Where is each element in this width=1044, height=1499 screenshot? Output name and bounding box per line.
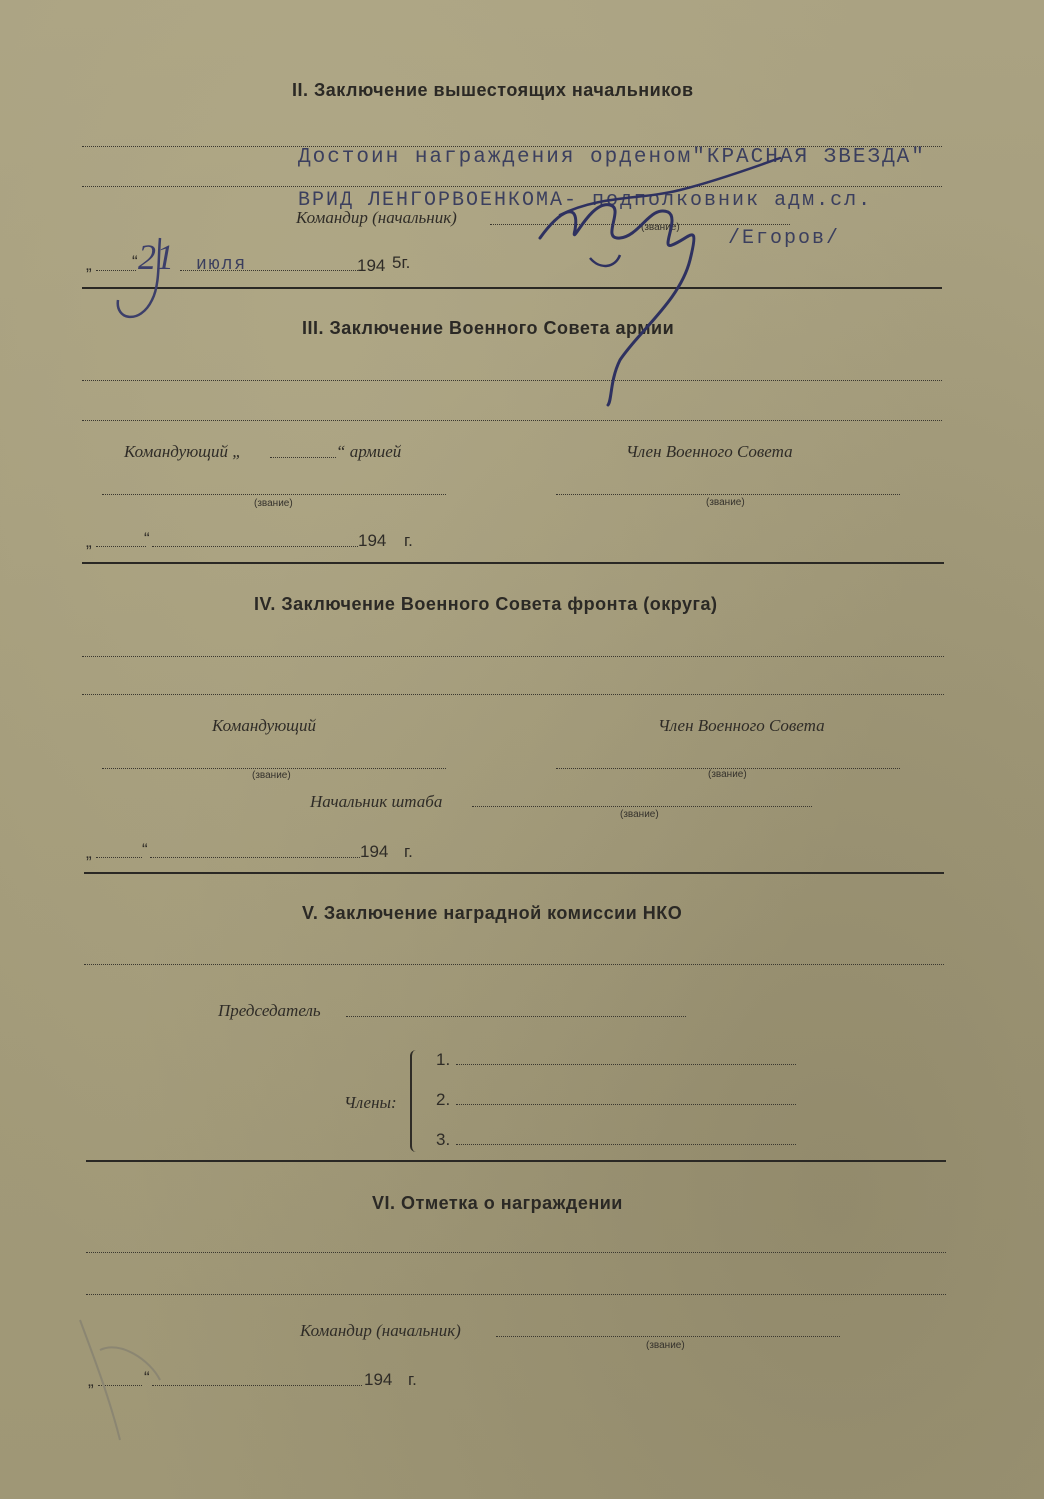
section-6-heading: VI. Отметка о награждении — [372, 1193, 623, 1213]
chairman-label: Председатель — [218, 1001, 321, 1020]
commander-label: Командир (начальник) — [296, 208, 457, 227]
rank-caption: (звание) — [620, 809, 659, 820]
section-3-heading: III. Заключение Военного Совета армии — [302, 318, 675, 338]
typed-recommendation: Достоин награждения орденом"КРАСНАЯ ЗВЕЗДА" — [298, 146, 926, 169]
year-prefix: 194 — [358, 531, 387, 550]
year-prefix: 194 — [364, 1370, 393, 1389]
section-2-heading: II. Заключение вышестоящих начальников — [292, 80, 694, 100]
rank-caption: (звание) — [708, 769, 747, 780]
date-close-quote: “ — [132, 252, 138, 271]
date-open-quote: „ — [86, 532, 92, 551]
date-close-quote: “ — [144, 529, 150, 548]
rank-caption: (звание) — [706, 497, 745, 508]
member-number: 1. — [436, 1050, 451, 1069]
army-commander-label: Командующий „ — [124, 442, 242, 461]
rank-caption: (звание) — [646, 1340, 685, 1351]
date-close-quote: “ — [144, 1368, 150, 1387]
year-suffix: 5г. — [392, 253, 411, 272]
section-4-heading: IV. Заключение Военного Совета фронта (округа) — [254, 594, 718, 614]
year-suffix: г. — [408, 1370, 417, 1389]
year-prefix: 194 — [360, 842, 389, 861]
signer-name: /Егоров/ — [728, 227, 841, 250]
handwritten-day: 21 — [138, 237, 174, 277]
year-suffix: г. — [404, 531, 413, 550]
council-member-label: Член Военного Совета — [626, 442, 793, 461]
typed-month: июля — [196, 255, 248, 275]
chief-of-staff-label: Начальник штаба — [310, 792, 443, 811]
member-number: 2. — [436, 1090, 451, 1109]
section-5-heading: V. Заключение наградной комиссии НКО — [302, 903, 683, 923]
typed-position: ВРИД ЛЕНГОРВОЕНКОМА- подполковник адм.сл. — [298, 189, 873, 212]
front-council-member-label: Член Военного Совета — [658, 716, 825, 735]
front-commander-label: Командующий — [212, 716, 317, 735]
date-open-quote: „ — [86, 255, 92, 274]
date-open-quote: „ — [88, 1371, 94, 1390]
rank-caption: (звание) — [252, 770, 291, 781]
member-number: 3. — [436, 1130, 451, 1149]
rank-caption: (звание) — [641, 222, 680, 233]
date-open-quote: „ — [86, 843, 92, 862]
members-label: Члены: — [344, 1093, 397, 1112]
year-suffix: г. — [404, 842, 413, 861]
rank-caption: (звание) — [254, 498, 293, 509]
army-label: “ армией — [336, 442, 402, 461]
year-prefix: 194 — [357, 256, 386, 275]
date-close-quote: “ — [142, 840, 148, 859]
commander-label: Командир (начальник) — [300, 1321, 461, 1340]
